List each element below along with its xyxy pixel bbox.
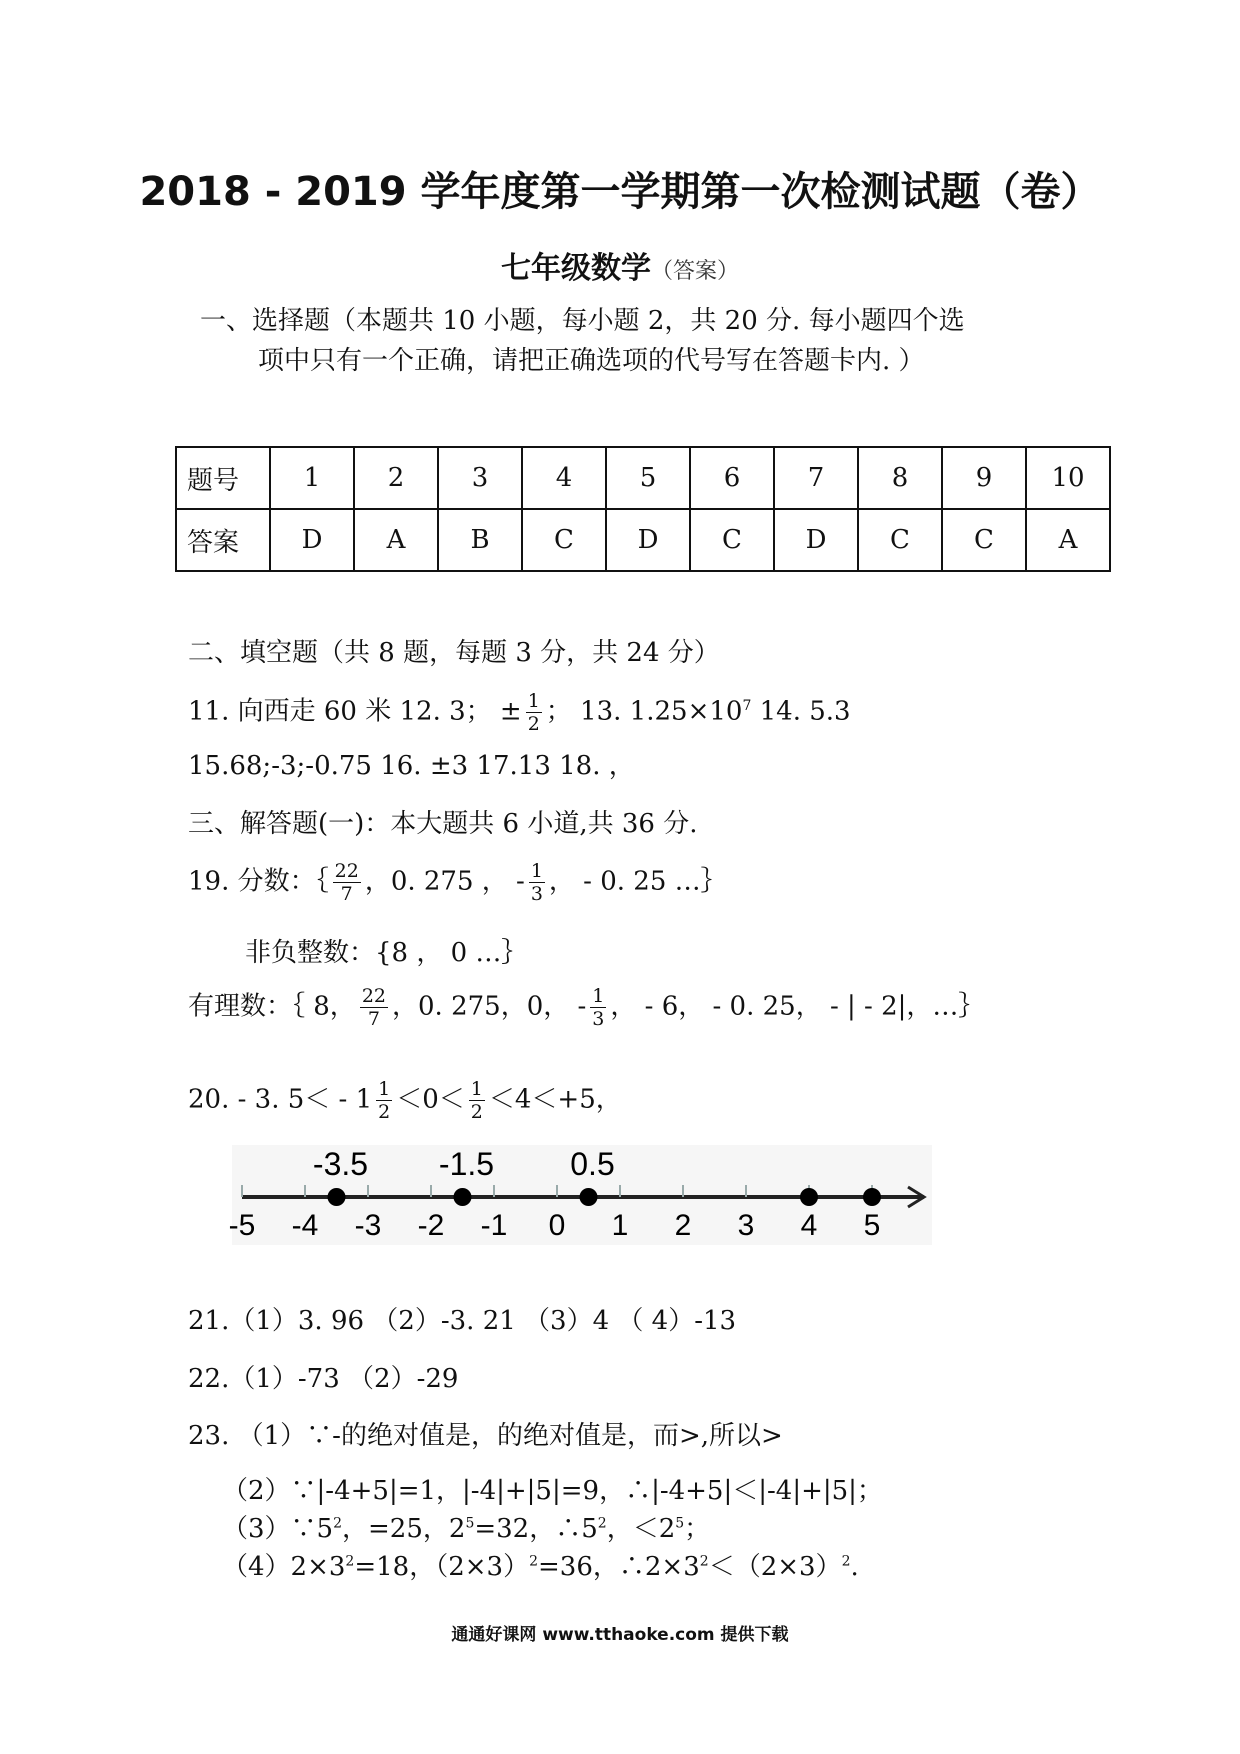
q19-text: 有理数：｛ 8，	[188, 991, 356, 1022]
number-line-tick-label: -1	[480, 1209, 508, 1242]
subtitle-note: （答案）	[650, 259, 739, 284]
table-cell: A	[1026, 509, 1110, 571]
q19-text: ，0. 275，0， -	[392, 991, 587, 1022]
exponent: 2	[841, 1553, 851, 1570]
fraction	[333, 860, 361, 905]
fraction-numerator: 1	[378, 1078, 391, 1100]
table-cell: C	[942, 509, 1026, 571]
fraction-numerator: 1	[470, 1078, 483, 1100]
number-line-point-label: -1.5	[438, 1146, 495, 1182]
q23-text: .	[850, 1552, 859, 1582]
q23-text: =32，∴5	[474, 1514, 598, 1544]
fraction-denominator: 2	[378, 1101, 391, 1123]
table-cell: D	[774, 509, 858, 571]
q23-part4	[222, 1546, 859, 1583]
number-line-tick-label: -4	[291, 1209, 319, 1242]
exponent: 2	[597, 1515, 607, 1532]
q23-text: ；	[684, 1514, 711, 1544]
number-line-tick-label: 3	[737, 1209, 755, 1242]
number-line-point	[800, 1188, 818, 1206]
footer-credit: 通通好课网 www.tthaoke.com 提供下载	[451, 1625, 789, 1645]
exponent: 7	[742, 697, 752, 714]
q19-text: ， - 0. 25 …｝	[548, 866, 727, 897]
table-cell: D	[606, 509, 690, 571]
table-head-number: 题号	[176, 447, 270, 509]
table-cell: 4	[522, 447, 606, 509]
fraction-numerator: 1	[527, 690, 540, 712]
q23-text: （4）2×3	[222, 1552, 346, 1582]
q19-text: 19. 分数：｛	[188, 866, 329, 897]
q23-text: ＜（2×3）	[708, 1552, 842, 1582]
number-line-tick-label: -3	[354, 1209, 382, 1242]
number-line-tick-label: 5	[863, 1209, 881, 1242]
section3-heading: 三、解答题(一)：本大题共 6 小道,共 36 分.	[188, 809, 698, 839]
exponent: 2	[699, 1553, 709, 1570]
q23-part1: 23. （1）∵-的绝对值是，的绝对值是，而>,所以>	[188, 1421, 783, 1451]
q23-text: =36，∴2×3	[538, 1552, 700, 1582]
exponent: 2	[345, 1553, 355, 1570]
q23-part2: （2）∵|-4+5|=1，|-4|+|5|=9，∴|-4+5|＜|-4|+|5|；	[222, 1476, 883, 1506]
fraction-denominator: 7	[340, 883, 353, 905]
fraction-denominator: 2	[470, 1101, 483, 1123]
subtitle-text: 七年级数学	[500, 251, 651, 286]
q23-text: （3）∵5	[222, 1514, 334, 1544]
fraction-numerator: 1	[530, 860, 543, 882]
table-cell: C	[690, 509, 774, 571]
q19-text: ， - 6， - 0. 25， - | - 2|，…｝	[610, 991, 985, 1022]
section2-heading: 二、填空题（共 8 题，每题 3 分，共 24 分）	[188, 638, 720, 668]
fraction-denominator: 7	[367, 1008, 380, 1030]
number-line-point	[580, 1188, 598, 1206]
fraction-numerator: 22	[361, 985, 386, 1007]
number-line-point	[454, 1188, 472, 1206]
section1-line1: 一、选择题（本题共 10 小题，每小题 2，共 20 分. 每小题四个选	[200, 306, 965, 336]
number-line-tick-label: 1	[611, 1209, 629, 1242]
table-cell: 10	[1026, 447, 1110, 509]
exponent: 5	[675, 1515, 685, 1532]
table-cell: D	[270, 509, 354, 571]
table-head-answer: 答案	[176, 509, 270, 571]
number-line-svg	[228, 1145, 932, 1245]
table-row-answers	[176, 509, 1110, 571]
table-cell: 3	[438, 447, 522, 509]
table-cell: 8	[858, 447, 942, 509]
document-subtitle	[0, 243, 1240, 287]
table-cell: C	[522, 509, 606, 571]
section1-line2: 项中只有一个正确，请把正确选项的代号写在答题卡内. ）	[258, 346, 925, 376]
q23-text: ，=25，2	[342, 1514, 466, 1544]
fraction-denominator: 3	[592, 1008, 605, 1030]
exponent: 2	[333, 1515, 343, 1532]
fraction	[529, 860, 545, 905]
q23-text: =18，（2×3）	[354, 1552, 530, 1582]
fraction-numerator: 1	[592, 985, 605, 1007]
number-line-tick-label: 2	[674, 1209, 692, 1242]
q20-text: ＜4＜+5，	[488, 1084, 622, 1115]
fraction	[526, 690, 542, 735]
fraction-numerator: 22	[334, 860, 359, 882]
table-cell: 9	[942, 447, 1026, 509]
table-row-numbers	[176, 447, 1110, 509]
table-cell: A	[354, 509, 438, 571]
fill-text: 11. 向西走 60 米 12. 3； ±	[188, 696, 522, 727]
fraction	[360, 985, 388, 1030]
answer-table	[175, 446, 1111, 572]
number-line-figure	[228, 1145, 932, 1245]
exponent: 5	[465, 1515, 475, 1532]
q23-part3	[222, 1508, 710, 1545]
document-title: 2018 - 2019 学年度第一学期第一次检测试题（卷）	[139, 169, 1101, 215]
table-cell: 6	[690, 447, 774, 509]
fill-line-1	[188, 690, 851, 735]
exponent: 2	[529, 1553, 539, 1570]
number-line-tick-label: 4	[800, 1209, 818, 1242]
number-line-tick-label: 0	[548, 1209, 566, 1242]
q20-text: ＜0＜	[396, 1084, 465, 1115]
q19-nonnegative-integers: 非负整数：{8 ， 0 …｝	[245, 938, 528, 968]
fraction	[376, 1078, 392, 1123]
q19-fractions	[188, 860, 727, 905]
fill-text: ； 13. 1.25×10	[545, 696, 743, 727]
fraction	[469, 1078, 485, 1123]
table-cell: 7	[774, 447, 858, 509]
q22-answers: 22.（1）-73 （2）-29	[188, 1364, 459, 1394]
fraction	[590, 985, 606, 1030]
number-line-tick-label: -5	[228, 1209, 256, 1242]
q19-text: ，0. 275 ， -	[364, 866, 525, 897]
table-cell: 5	[606, 447, 690, 509]
fill-text: 14. 5.3	[751, 696, 851, 727]
fraction-denominator: 3	[530, 883, 543, 905]
table-cell: 2	[354, 447, 438, 509]
table-cell: C	[858, 509, 942, 571]
q19-rationals	[188, 985, 984, 1030]
fill-line-2: 15.68;-3;-0.75 16. ±3 17.13 18. ，	[188, 751, 635, 781]
number-line-point	[328, 1188, 346, 1206]
table-cell: B	[438, 509, 522, 571]
number-line-tick-label: -2	[417, 1209, 445, 1242]
q20-inequality	[188, 1078, 622, 1123]
number-line-point	[863, 1188, 881, 1206]
q23-text: ，＜2	[606, 1514, 676, 1544]
number-line-point-label: 0.5	[570, 1146, 615, 1182]
fraction-denominator: 2	[527, 713, 540, 735]
q21-answers: 21.（1）3. 96 （2）-3. 21 （3）4 （ 4）-13	[188, 1306, 737, 1336]
table-cell: 1	[270, 447, 354, 509]
q20-text: 20. - 3. 5＜ - 1	[188, 1084, 373, 1115]
number-line-point-label: -3.5	[312, 1146, 369, 1182]
